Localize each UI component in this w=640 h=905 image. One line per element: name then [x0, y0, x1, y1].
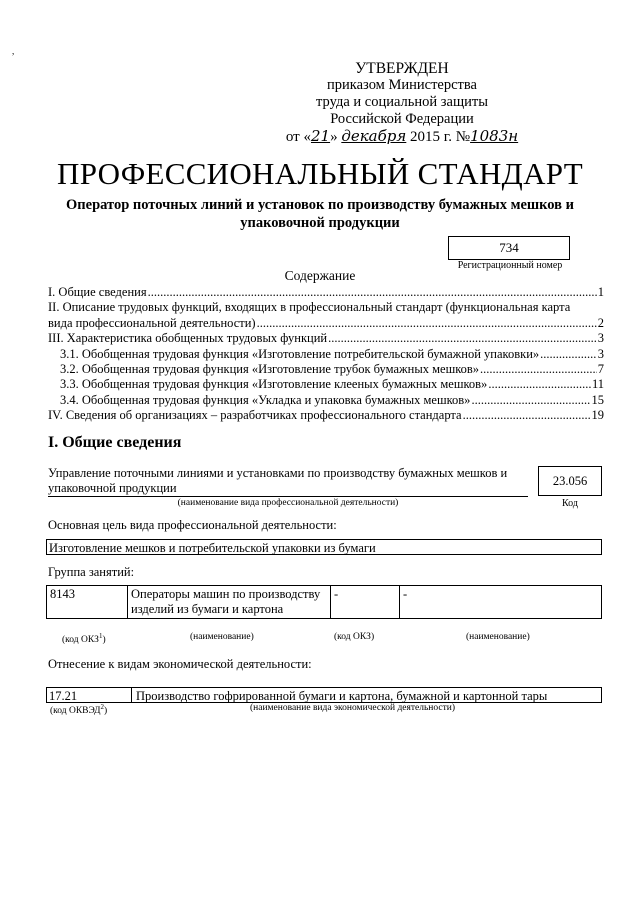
- toc-item[interactable]: [48, 393, 604, 408]
- approval-line4: Российской Федерации: [330, 111, 474, 127]
- approval-date: [272, 128, 532, 146]
- code-caption: Код: [562, 498, 578, 509]
- occupation-table: [46, 585, 602, 619]
- toc-item[interactable]: [48, 347, 604, 362]
- toc-item-text: 3.4. Обобщенная трудовая функция «Укладка и упаковка бумажных мешков»: [60, 392, 471, 407]
- toc-item[interactable]: [48, 377, 604, 392]
- okved-name-caption: (наименование вида экономической деятельности): [250, 703, 455, 713]
- footnote-1[interactable]: 1: [98, 632, 103, 640]
- toc-item-page: 11: [591, 377, 604, 392]
- approval-day: 21: [310, 127, 331, 145]
- toc-item-text: I. Общие сведения: [48, 285, 147, 299]
- approval-line2: приказом Министерства: [327, 77, 477, 93]
- okz-caption: [62, 632, 106, 645]
- footnote-2[interactable]: 2: [100, 703, 104, 711]
- approval-line3: труда и социальной защиты: [316, 94, 488, 110]
- okz-caption-text: (код ОКЗ: [62, 635, 99, 646]
- goal-value: Изготовление мешков и потребительской упаковки из бумаги: [46, 539, 602, 555]
- approval-line1: УТВЕРЖДЕН: [355, 60, 449, 77]
- document-title: ПРОФЕССИОНАЛЬНЫЙ СТАНДАРТ: [57, 156, 583, 191]
- document-subtitle: Оператор поточных линий и установок по производству бумажных мешков и упаковочной продукции: [66, 197, 574, 231]
- okved-code: 17.21: [47, 688, 132, 702]
- okved-row: [46, 687, 602, 703]
- okved-caption-end: ): [103, 706, 108, 717]
- approval-month: декабря: [341, 127, 407, 145]
- toc-item[interactable]: [48, 285, 604, 300]
- toc-item[interactable]: [48, 408, 604, 423]
- activity-code: 23.056: [538, 466, 602, 496]
- toc-item-text: II. Описание трудовых функций, входящих в профессиональный стандарт (функциональная карта: [48, 300, 571, 315]
- toc-item-text: 3.1. Обобщенная трудовая функция «Изготовление потребительской бумажной упаковки»: [60, 346, 540, 361]
- activity-caption: (наименование вида профессиональной деятельности): [177, 498, 399, 508]
- toc-item-page: 3: [597, 331, 604, 346]
- toc-item-page: 1: [597, 285, 604, 299]
- activity-name: Управление поточными линиями и установками по производству бумажных мешков и упаковочной продукции: [48, 466, 508, 495]
- toc-item-page: 7: [597, 362, 604, 377]
- registration-number: 734: [448, 236, 570, 260]
- toc-item-page: 3: [597, 346, 604, 361]
- okz-caption-end: ): [102, 635, 106, 646]
- approval-year: 2015 г. №: [410, 129, 471, 145]
- scan-mark: ,: [12, 46, 15, 56]
- toc-item-text: 3.2. Обобщенная трудовая функция «Изготовление трубок бумажных мешков»: [60, 362, 480, 377]
- okved-caption: [50, 703, 107, 716]
- date-prefix: от «: [285, 129, 311, 145]
- name-caption: (наименование): [190, 632, 254, 642]
- toc-item[interactable]: [48, 300, 604, 315]
- okz-name: Операторы машин по производству изделий из бумаги и картона: [128, 586, 331, 619]
- toc-item-page: 15: [591, 392, 604, 407]
- table-row: [47, 586, 602, 619]
- toc-heading: Содержание: [284, 268, 356, 283]
- activity-underline: [48, 496, 528, 497]
- goal-label: Основная цель вида профессиональной деятельности:: [48, 518, 337, 532]
- okved-caption-text: (код ОКВЭД: [50, 706, 101, 717]
- approval-number: 1083н: [470, 127, 519, 145]
- okz-code-2: -: [331, 586, 400, 619]
- okved-name: Производство гофрированной бумаги и картона, бумажной и картонной тары: [136, 689, 548, 703]
- date-mid: »: [330, 129, 338, 145]
- toc-item-page: 2: [597, 315, 604, 330]
- okved-label: Отнесение к видам экономической деятельности:: [48, 657, 312, 671]
- toc-item-text: 3.3. Обобщенная трудовая функция «Изготовление клееных бумажных мешков»: [60, 377, 488, 392]
- okz-caption-2: (код ОКЗ): [334, 632, 375, 642]
- okz-code: 8143: [47, 586, 128, 619]
- toc-item[interactable]: [48, 362, 604, 377]
- toc-item[interactable]: [48, 316, 604, 331]
- table-of-contents: [48, 285, 604, 424]
- toc-item-text: IV. Сведения об организациях – разработчиках профессионального стандарта: [48, 408, 462, 423]
- toc-item[interactable]: [48, 331, 604, 346]
- name-caption-2: (наименование): [466, 632, 530, 642]
- toc-item-page: 19: [591, 408, 604, 423]
- toc-item-text: вида профессиональной деятельности): [48, 315, 256, 330]
- okz-name-2: -: [400, 586, 602, 619]
- registration-label: Регистрационный номер: [457, 260, 563, 271]
- group-label: Группа занятий:: [48, 565, 135, 579]
- approval-block: [272, 60, 532, 146]
- toc-item-text: III. Характеристика обобщенных трудовых функций: [48, 331, 328, 346]
- section-heading: I. Общие сведения: [48, 434, 182, 451]
